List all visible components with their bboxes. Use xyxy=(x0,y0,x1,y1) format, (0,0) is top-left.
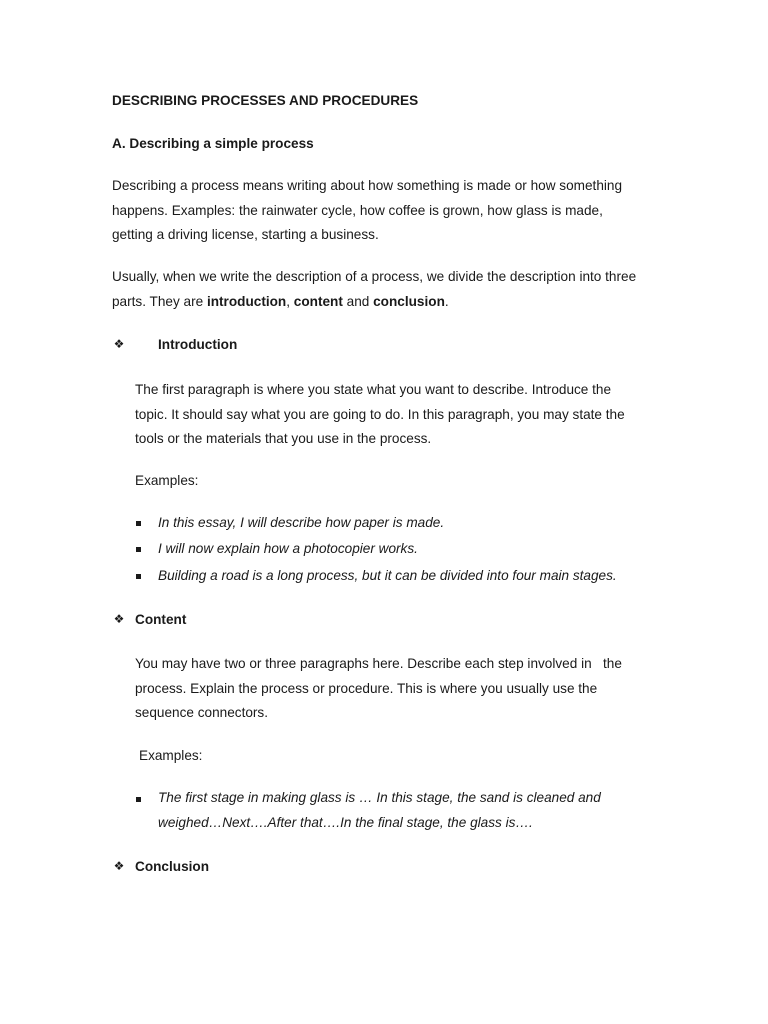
term-conclusion: conclusion xyxy=(373,293,445,309)
content-paragraph xyxy=(135,652,622,726)
content-heading: Content xyxy=(135,612,187,627)
example-line: weighed…Next….After that….In the final stage, the glass is…. xyxy=(158,814,533,830)
paragraph-line: process. Explain the process or procedure. This is where you usually use the xyxy=(135,680,598,696)
diamond-bullet-icon: ❖ xyxy=(113,337,125,351)
section-a-heading: A. Describing a simple process xyxy=(112,136,314,151)
paragraph-line: tools or the materials that you use in the process. xyxy=(135,431,432,446)
conclusion-heading: Conclusion xyxy=(135,859,210,874)
content-examples-label: Examples: xyxy=(139,748,203,763)
text-run: . xyxy=(444,293,449,309)
introduction-examples-label: Examples: xyxy=(135,473,199,488)
diamond-bullet-icon: ❖ xyxy=(113,612,125,626)
term-content: content xyxy=(293,293,343,309)
paragraph-line: Usually, when we write the description of a process, we divide the description into three xyxy=(112,269,637,284)
example-line: The first stage in making glass is … In this stage, the sand is cleaned and xyxy=(158,790,601,805)
square-bullet-icon xyxy=(136,547,141,552)
section-a-paragraph-2 xyxy=(112,265,636,314)
diamond-bullet-icon: ❖ xyxy=(113,859,125,873)
introduction-example-item: Building a road is a long process, but it can be divided into four main stages. xyxy=(158,568,617,583)
section-a-paragraph-1 xyxy=(112,174,622,248)
paragraph-line: topic. It should say what you are going to do. In this paragraph, you may state the xyxy=(135,406,625,422)
text-run: and xyxy=(342,293,374,309)
document-title: DESCRIBING PROCESSES AND PROCEDURES xyxy=(112,93,419,108)
square-bullet-icon xyxy=(136,797,141,802)
paragraph-line: The first paragraph is where you state what you want to describe. Introduce the xyxy=(135,382,612,397)
introduction-heading: Introduction xyxy=(158,337,238,352)
paragraph-line: getting a driving license, starting a business. xyxy=(112,227,379,242)
square-bullet-icon xyxy=(136,574,141,579)
paragraph-line: happens. Examples: the rainwater cycle, how coffee is grown, how glass is made, xyxy=(112,202,603,218)
term-introduction: introduction xyxy=(206,293,287,309)
paragraph-line: Describing a process means writing about how something is made or how something xyxy=(112,178,623,193)
text-run: , xyxy=(286,293,294,309)
square-bullet-icon xyxy=(136,521,141,526)
paragraph-line xyxy=(112,290,636,315)
introduction-example-item: In this essay, I will describe how paper is made. xyxy=(158,515,445,530)
introduction-example-item: I will now explain how a photocopier works. xyxy=(158,541,418,556)
introduction-paragraph xyxy=(135,378,625,452)
paragraph-line: sequence connectors. xyxy=(135,705,269,720)
text-run: parts. They are xyxy=(112,293,207,309)
content-example-item xyxy=(158,786,601,835)
paragraph-line: You may have two or three paragraphs here. Describe each step involved in the xyxy=(135,656,622,671)
